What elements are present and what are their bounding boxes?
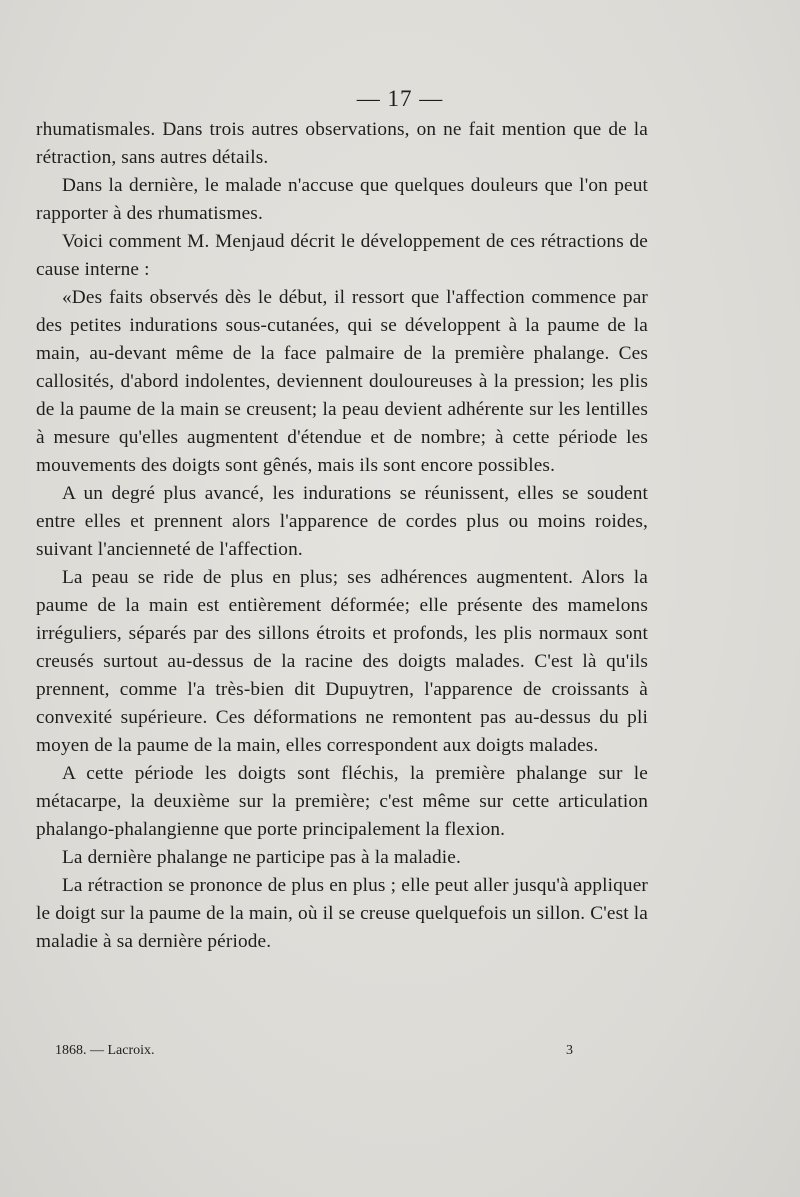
page-footer — [0, 1043, 800, 1063]
paragraph: Voici comment M. Menjaud décrit le développement de ces rétractions de cause interne : — [36, 231, 648, 280]
paragraph: La peau se ride de plus en plus; ses adhérences augmentent. Alors la paume de la main est entièrement déformée; elle présente des mamelons irréguliers, séparés par des sillons étroits et profonds, les plis normaux sont creusés surtout au-dessus de la racine des doigts malades. C'est là qu'ils prennent, comme l'a très-bien dit Dupuytren, l'apparence de croissants à convexité supérieure. Ces déformations ne remontent pas au-dessus du pli moyen de la paume de la main, elles correspondent aux doigts malades. — [36, 567, 648, 756]
paragraph: Dans la dernière, le malade n'accuse que quelques douleurs que l'on peut rapporter à des rhumatismes. — [36, 175, 648, 224]
body-text — [36, 116, 648, 956]
paragraph: rhumatismales. Dans trois autres observations, on ne fait mention que de la rétraction, sans autres détails. — [36, 119, 648, 168]
paragraph: A cette période les doigts sont fléchis, la première phalange sur le métacarpe, la deuxième sur la première; c'est même sur cette articulation phalango-phalangienne que porte principalement la flexion. — [36, 763, 648, 840]
paragraph: «Des faits observés dès le début, il ressort que l'affection commence par des petites indurations sous-cutanées, qui se développent à la paume de la main, au-devant même de la face palmaire de la première phalange. Ces callosités, d'abord indolentes, deviennent douloureuses à la pression; les plis de la paume de la main se creusent; la peau devient adhérente sur les lentilles à mesure qu'elles augmentent d'étendue et de nombre; à cette période les mouvements des doigts sont gênés, mais ils sont encore possibles. — [36, 287, 648, 476]
page-number: — 17 — — [356, 86, 444, 111]
sheet-number: 3 — [566, 1043, 573, 1058]
paragraph: La dernière phalange ne participe pas à la maladie. — [62, 847, 461, 868]
paragraph: La rétraction se prononce de plus en plus ; elle peut aller jusqu'à appliquer le doigt sur la paume de la main, où il se creuse quelquefois un sillon. C'est la maladie à sa dernière période. — [36, 875, 648, 952]
paragraph: A un degré plus avancé, les indurations se réunissent, elles se soudent entre elles et prennent alors l'apparence de cordes plus ou moins roides, suivant l'ancienneté de l'affection. — [36, 483, 648, 560]
printer-signature: 1868. — Lacroix. — [55, 1043, 155, 1058]
